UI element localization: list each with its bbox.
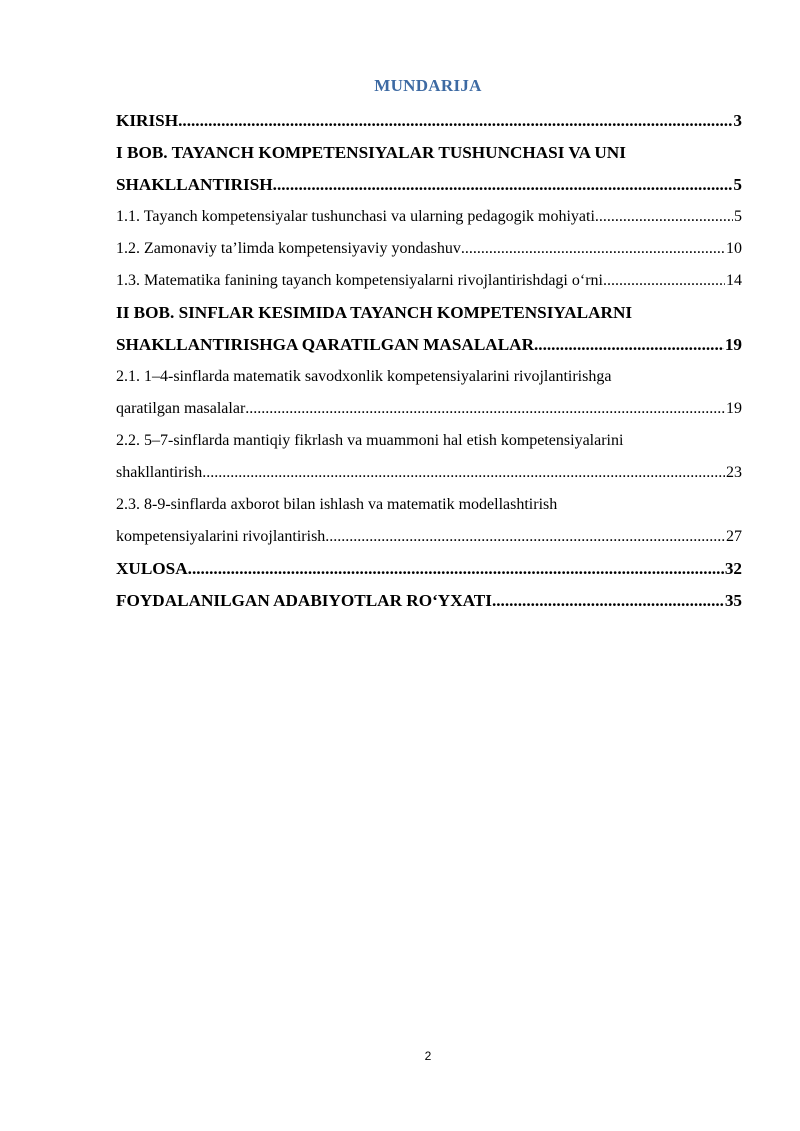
toc-entry-text: 1.2. Zamonaviy ta’limda kompetensiyaviy yondashuv (116, 240, 461, 257)
toc-leader-dots (188, 553, 724, 585)
toc-entry-text: 2.3. 8-9-sinflarda axborot bilan ishlash va matematik modellashtirish (116, 496, 558, 513)
toc-page-number: 32 (724, 559, 742, 578)
toc-entry-text: 2.1. 1–4-sinflarda matematik savodxonlik kompetensiyalarini rivojlantirishga (116, 368, 612, 385)
toc-page-number: 10 (726, 240, 742, 257)
toc-entry-text: kompetensiyalarini rivojlantirish (116, 528, 326, 545)
page-number: 2 (424, 1049, 432, 1063)
toc-leader-dots (245, 393, 725, 425)
toc-entry-section-2-2-line-2[interactable] (116, 457, 742, 489)
toc-leader-dots (273, 169, 733, 201)
toc-entry-section-1-2[interactable] (116, 233, 742, 265)
toc-leader-dots (461, 233, 725, 265)
toc-entry-section-1-3[interactable] (116, 265, 742, 297)
toc-entry-text: 1.3. Matematika fanining tayanch kompetensiyalarni rivojlantirishdagi o‘rni (116, 272, 603, 289)
toc-leader-dots (603, 265, 725, 297)
toc-entry-text: KIRISH (116, 111, 179, 130)
toc-entry-chapter-1-line-1[interactable] (116, 137, 742, 169)
toc-leader-dots (325, 521, 725, 553)
toc-page-number: 3 (733, 111, 742, 130)
toc-leader-dots (534, 329, 724, 361)
toc-entry-chapter-1-line-2[interactable] (116, 169, 742, 201)
toc-entry-text: FOYDALANILGAN ADABIYOTLAR RO‘YXATI (116, 591, 492, 610)
toc-entry-text: qaratilgan masalalar (116, 400, 246, 417)
toc-entry-section-1-1[interactable] (116, 201, 742, 233)
toc-entry-text: XULOSA (116, 559, 188, 578)
toc-entry-chapter-2-line-1[interactable] (116, 297, 742, 329)
toc-entry-section-2-2-line-1[interactable] (116, 425, 742, 457)
toc-entry-text: shakllantirish (116, 464, 203, 481)
toc-leader-dots (492, 585, 724, 617)
toc-entry-adabiyotlar[interactable] (116, 585, 742, 617)
toc-leader-dots (202, 457, 725, 489)
toc-entry-section-2-3-line-1[interactable] (116, 489, 742, 521)
toc-entry-text: SHAKLLANTIRISH (116, 175, 273, 194)
toc-page-number: 5 (734, 208, 742, 225)
toc-page-number: 23 (726, 464, 742, 481)
toc-entry-text: II BOB. SINFLAR KESIMIDA TAYANCH KOMPETENSIYALARNI (116, 303, 633, 322)
toc-entry-text: 1.1. Tayanch kompetensiyalar tushunchasi va ularning pedagogik mohiyati (116, 208, 595, 225)
toc-page-number: 19 (724, 335, 742, 354)
toc-page-number: 19 (726, 400, 742, 417)
toc-page-number: 27 (726, 528, 742, 545)
toc-page-number: 5 (733, 175, 742, 194)
table-of-contents (116, 105, 742, 617)
toc-page-number: 14 (726, 272, 742, 289)
toc-entry-section-2-1-line-2[interactable] (116, 393, 742, 425)
toc-entry-chapter-2-line-2[interactable] (116, 329, 742, 361)
page-title: MUNDARIJA (374, 76, 482, 95)
toc-entry-section-2-3-line-2[interactable] (116, 521, 742, 553)
toc-entry-text: I BOB. TAYANCH KOMPETENSIYALAR TUSHUNCHASI VA UNI (116, 143, 626, 162)
toc-entry-xulosa[interactable] (116, 553, 742, 585)
toc-entry-text: SHAKLLANTIRISHGA QARATILGAN MASALALAR (116, 335, 534, 354)
toc-leader-dots (595, 201, 733, 233)
toc-entry-text: 2.2. 5–7-sinflarda mantiqiy fikrlash va muammoni hal etish kompetensiyalarini (116, 432, 624, 449)
toc-page-number: 35 (724, 591, 742, 610)
toc-leader-dots (178, 105, 732, 137)
toc-entry-kirish[interactable] (116, 105, 742, 137)
toc-entry-section-2-1-line-1[interactable] (116, 361, 742, 393)
